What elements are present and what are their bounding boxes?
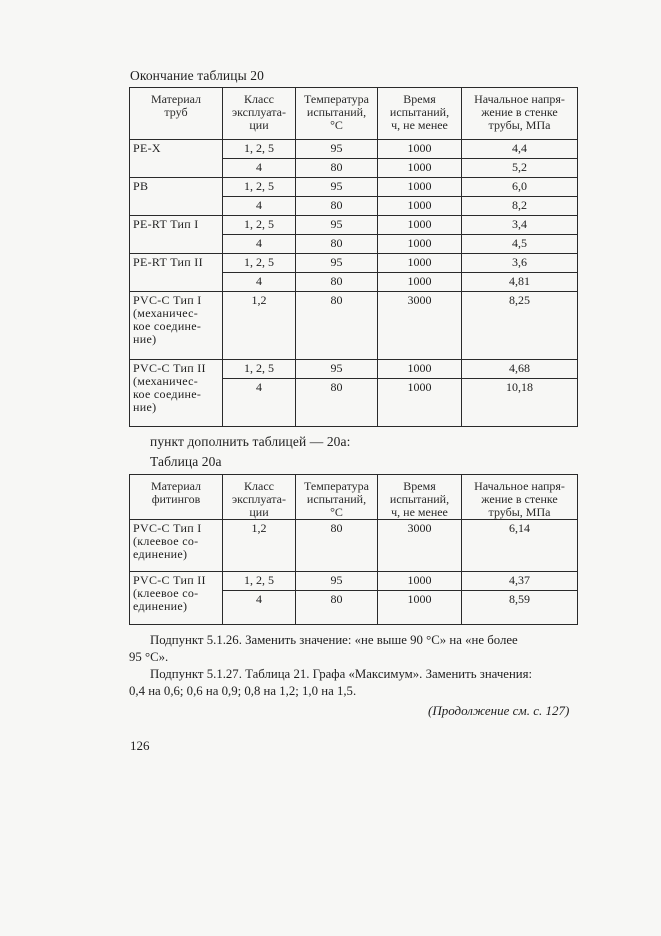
header-text: трубы, МПа [488, 118, 551, 132]
paragraph-5-1-27-line2: 0,4 на 0,6; 0,6 на 0,9; 0,8 на 1,2; 1,0 на 1,5. [129, 684, 357, 698]
table-cell: 80 [296, 292, 378, 360]
material-text: (клеевое со- [133, 534, 199, 548]
table-cell: 4,81 [462, 273, 578, 292]
material-text: PE-RT Тип I [133, 217, 199, 231]
material-text: единение) [133, 599, 188, 613]
header-row [130, 88, 578, 140]
table-cell: 4,4 [462, 140, 578, 159]
header-text: Температура [304, 479, 369, 493]
continuation-note: (Продолжение см. с. 127) [428, 703, 570, 718]
table-cell: 95 [296, 360, 378, 379]
header-text: ции [249, 118, 269, 132]
table-cell: 4 [223, 379, 296, 427]
material-cell [130, 572, 223, 625]
header-row [130, 475, 578, 520]
header-text: эксплуата- [232, 105, 286, 119]
table-cell: 95 [296, 254, 378, 273]
header-text: фитингов [151, 492, 201, 506]
table-cell: 1000 [378, 591, 462, 625]
table-row [130, 292, 578, 360]
material-text: (механичес- [133, 306, 199, 320]
table-row [130, 360, 578, 379]
table-cell: 1, 2, 5 [223, 178, 296, 197]
table-cell: 1000 [378, 273, 462, 292]
material-text: ние) [133, 332, 157, 346]
table-cell: 8,2 [462, 197, 578, 216]
table-cell: 4,5 [462, 235, 578, 254]
page-number: 126 [130, 738, 150, 753]
table-cell: 80 [296, 159, 378, 178]
table-cell: 1000 [378, 572, 462, 591]
table-cell: 1000 [378, 197, 462, 216]
table20a-caption: Таблица 20а [150, 454, 222, 469]
table-cell: 4 [223, 197, 296, 216]
material-text: кое соедине- [133, 387, 202, 401]
header-text: Класс [244, 92, 274, 106]
header-cell [378, 88, 462, 140]
table-cell: 80 [296, 520, 378, 572]
material-text: PE-X [133, 141, 161, 155]
table-cell: 3000 [378, 520, 462, 572]
header-cell [462, 88, 578, 140]
header-cell [462, 475, 578, 520]
table-row [130, 216, 578, 235]
table-cell: 1, 2, 5 [223, 360, 296, 379]
material-text: кое соедине- [133, 319, 202, 333]
table-cell: 1000 [378, 254, 462, 273]
material-cell [130, 254, 223, 292]
table-cell: 80 [296, 197, 378, 216]
header-text: ч, не менее [391, 118, 448, 132]
material-text: ние) [133, 400, 157, 414]
table-cell: 1000 [378, 235, 462, 254]
table-cell: 95 [296, 216, 378, 235]
header-text: трубы, МПа [488, 505, 551, 519]
table-cell: 8,25 [462, 292, 578, 360]
table-20a [129, 474, 578, 625]
material-text: PB [133, 179, 149, 193]
header-text: Время [403, 92, 436, 106]
table-row [130, 254, 578, 273]
table-cell: 8,59 [462, 591, 578, 625]
header-text: Начальное напря- [474, 92, 565, 106]
header-text: ции [249, 505, 269, 519]
table-cell: 4,68 [462, 360, 578, 379]
material-cell [130, 360, 223, 427]
header-cell [223, 88, 296, 140]
table-20 [129, 87, 578, 427]
table-cell: 1000 [378, 178, 462, 197]
table-cell: 1000 [378, 216, 462, 235]
material-text: PVC-C Тип II [133, 573, 206, 587]
table-cell: 4 [223, 159, 296, 178]
table-row [130, 140, 578, 159]
header-text: испытаний, [389, 105, 450, 119]
table-cell: 1000 [378, 140, 462, 159]
table-cell: 80 [296, 379, 378, 427]
table-cell: 10,18 [462, 379, 578, 427]
header-text: °С [330, 505, 343, 519]
table-cell: 4,37 [462, 572, 578, 591]
header-cell [296, 88, 378, 140]
material-text: PVC-C Тип II [133, 361, 206, 375]
header-text: жение в стенке [481, 105, 558, 119]
header-cell [130, 88, 223, 140]
material-text: PVC-C Тип I [133, 293, 202, 307]
paragraph-5-1-27-line1: Подпункт 5.1.27. Таблица 21. Графа «Максимум». Заменить значения: [150, 667, 533, 681]
header-text: Материал [150, 479, 202, 493]
table-cell: 6,0 [462, 178, 578, 197]
header-text: Начальное напря- [474, 479, 565, 493]
table-cell: 1, 2, 5 [223, 216, 296, 235]
header-text: Время [403, 479, 436, 493]
table-cell: 95 [296, 140, 378, 159]
table-row [130, 178, 578, 197]
header-text: испытаний, [306, 492, 367, 506]
material-cell [130, 178, 223, 216]
table-cell: 80 [296, 591, 378, 625]
header-text: Класс [244, 479, 274, 493]
material-cell [130, 216, 223, 254]
header-text: Материал [150, 92, 202, 106]
header-text: жение в стенке [481, 492, 558, 506]
table-cell: 95 [296, 572, 378, 591]
table-cell: 4 [223, 591, 296, 625]
material-cell [130, 520, 223, 572]
header-text: труб [164, 105, 188, 119]
material-cell [130, 292, 223, 360]
header-cell [296, 475, 378, 520]
table-cell: 4 [223, 273, 296, 292]
header-cell [223, 475, 296, 520]
header-text: °С [330, 118, 343, 132]
table-row [130, 572, 578, 591]
table-cell: 1000 [378, 159, 462, 178]
material-text: (механичес- [133, 374, 199, 388]
table-cell: 1,2 [223, 520, 296, 572]
header-text: ч, не менее [391, 505, 448, 519]
table-cell: 6,14 [462, 520, 578, 572]
header-text: испытаний, [389, 492, 450, 506]
material-text: PVC-C Тип I [133, 521, 202, 535]
intro-text: пункт дополнить таблицей — 20а: [150, 434, 351, 449]
paragraph-5-1-26-line1: Подпункт 5.1.26. Заменить значение: «не выше 90 °С» на «не более [150, 633, 518, 647]
header-text: испытаний, [306, 105, 367, 119]
material-text: PE-RT Тип II [133, 255, 203, 269]
material-text: единение) [133, 547, 188, 561]
table-row [130, 520, 578, 572]
table-cell: 1,2 [223, 292, 296, 360]
table-cell: 1000 [378, 360, 462, 379]
header-cell [130, 475, 223, 520]
material-cell [130, 140, 223, 178]
header-cell [378, 475, 462, 520]
header-text: Температура [304, 92, 369, 106]
table20-caption: Окончание таблицы 20 [130, 68, 264, 83]
table-cell: 80 [296, 273, 378, 292]
table-cell: 5,2 [462, 159, 578, 178]
table-cell: 3,6 [462, 254, 578, 273]
table-cell: 1, 2, 5 [223, 254, 296, 273]
table-cell: 1000 [378, 379, 462, 427]
table-cell: 95 [296, 178, 378, 197]
table-cell: 3,4 [462, 216, 578, 235]
table-cell: 4 [223, 235, 296, 254]
table-cell: 80 [296, 235, 378, 254]
material-text: (клеевое со- [133, 586, 199, 600]
table-cell: 1, 2, 5 [223, 140, 296, 159]
table-cell: 3000 [378, 292, 462, 360]
table-cell: 1, 2, 5 [223, 572, 296, 591]
paragraph-5-1-26-line2: 95 °С». [129, 650, 169, 664]
header-text: эксплуата- [232, 492, 286, 506]
